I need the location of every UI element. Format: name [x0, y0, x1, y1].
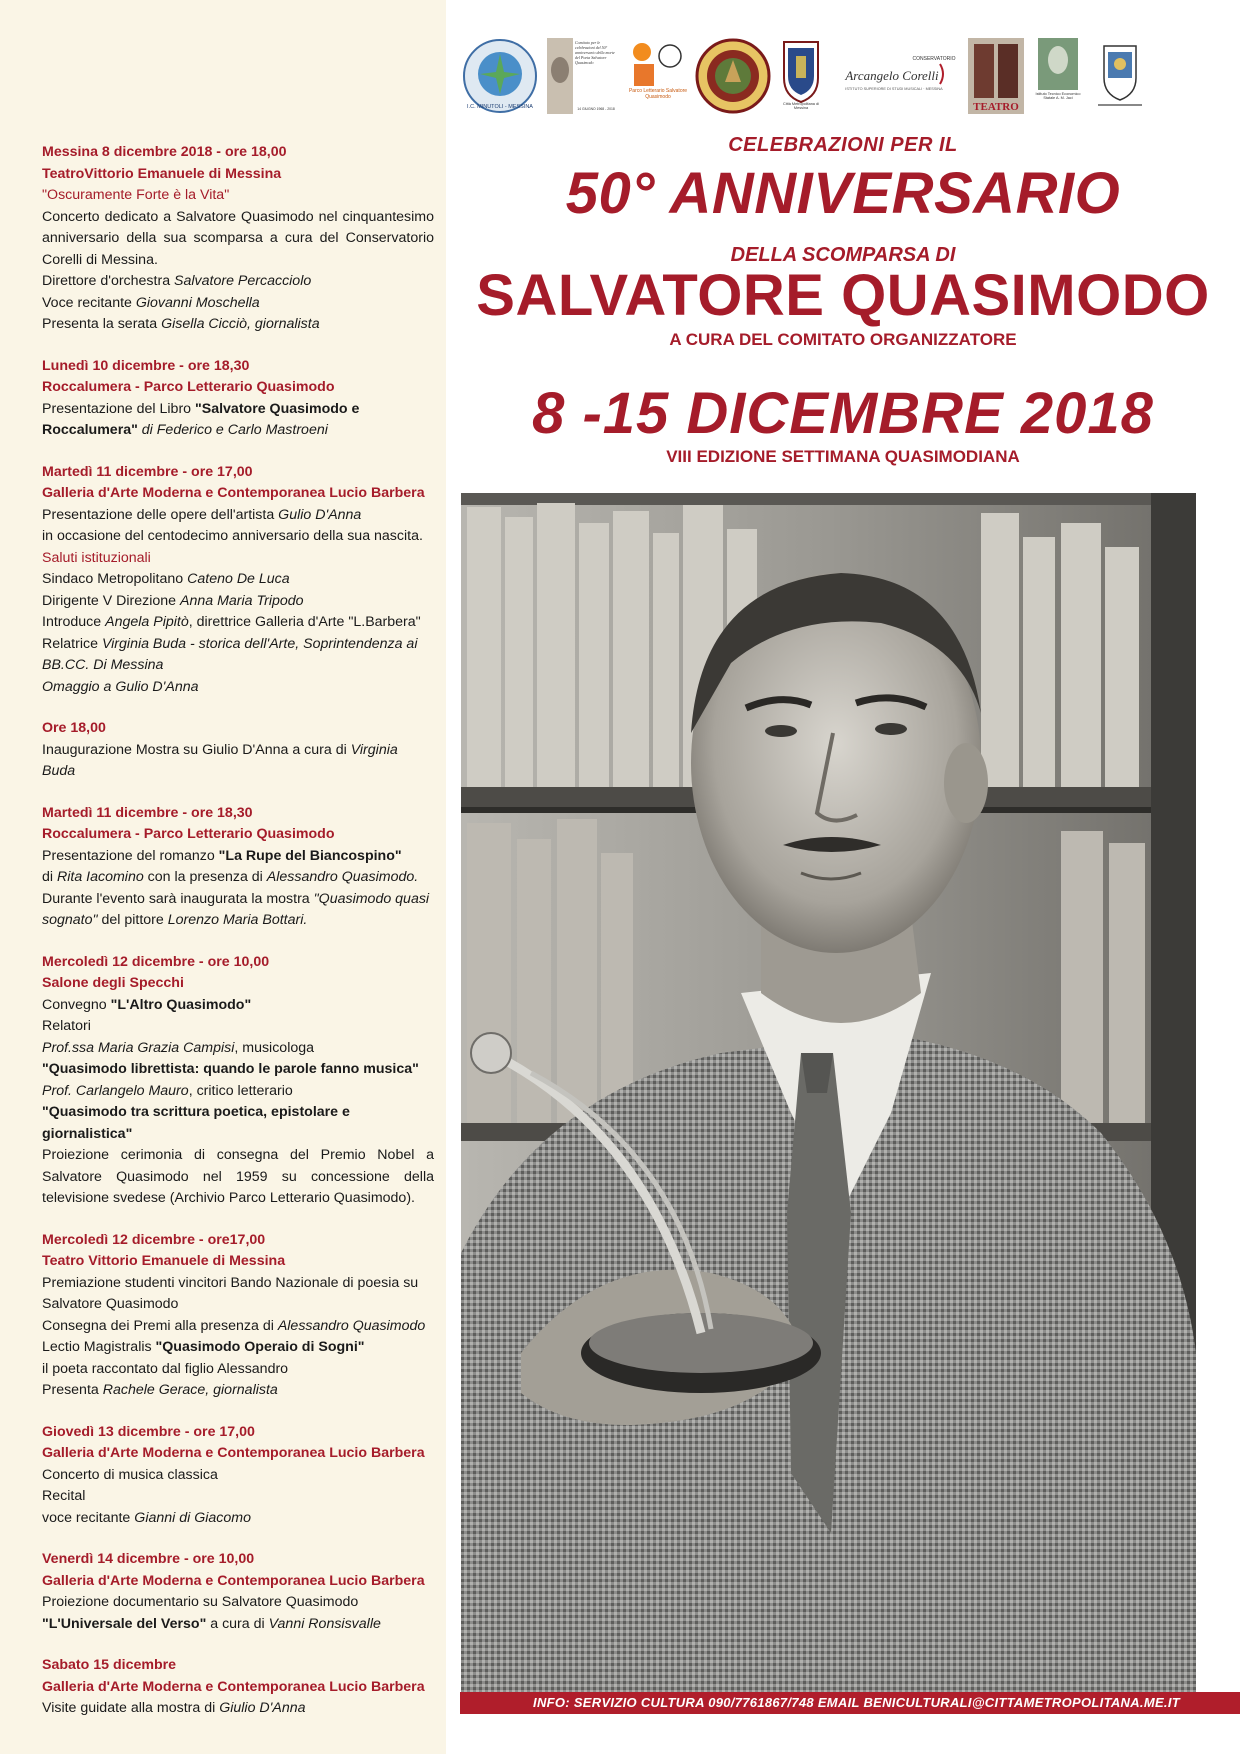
event-venue: TeatroVittorio Emanuele di Messina — [42, 165, 282, 182]
event-line: Convegno "L'Altro Quasimodo" — [42, 996, 252, 1013]
comune-seal-logo — [1092, 38, 1148, 114]
header-dates: 8 -15 DICEMBRE 2018 — [532, 381, 1154, 446]
header-committee: A CURA DEL COMITATO ORGANIZZATORE — [669, 330, 1017, 349]
event-2 — [42, 356, 434, 442]
event-line: "Quasimodo tra scrittura poetica, epistolare e giornalistica" — [42, 1104, 350, 1142]
event-date: Martedì 11 dicembre - ore 18,30 — [42, 804, 253, 821]
event-line: Premiazione studenti vincitori Bando Nazionale di poesia su Salvatore Quasimodo — [42, 1274, 419, 1312]
event-10 — [42, 1655, 434, 1720]
event-line: il poeta raccontato dal figlio Alessandro — [42, 1360, 289, 1377]
event-venue: Salone degli Specchi — [42, 975, 184, 991]
logo1-text: I.C. MINUTOLI - MESSINA — [467, 104, 533, 110]
event-venue: Roccalumera - Parco Letterario Quasimodo — [42, 826, 335, 842]
event-line: Prof.ssa Maria Grazia Campisi, musicologa — [42, 1039, 315, 1056]
conservatorio-corelli-logo — [832, 38, 958, 114]
event-line: Consegna dei Premi alla presenza di Alessandro Quasimodo — [42, 1317, 426, 1334]
event-line: Direttore d'orchestra Salvatore Percacciolo — [42, 273, 312, 289]
event-3 — [42, 462, 434, 699]
event-date: Mercoledì 12 dicembre - ore 10,00 — [42, 953, 270, 970]
event-5 — [42, 803, 434, 932]
header-poet-name: SALVATORE QUASIMODO — [476, 263, 1210, 328]
event-line: Relatrice Virginia Buda - storica dell'Arte, Soprintendenza ai BB.CC. Di Messina — [42, 635, 418, 673]
event-7 — [42, 1230, 434, 1402]
university-seal-logo — [695, 38, 771, 114]
event-venue: Galleria d'Arte Moderna e Contemporanea Lucio Barbera — [42, 1678, 425, 1695]
event-1 — [42, 142, 434, 336]
header-anniversary: 50° ANNIVERSARIO — [565, 161, 1121, 226]
event-date: Mercoledì 12 dicembre - ore17,00 — [42, 1231, 266, 1248]
schedule-column — [0, 0, 446, 1754]
event-line: Saluti istituzionali — [42, 549, 151, 566]
event-date: Venerdì 14 dicembre - ore 10,00 — [42, 1551, 255, 1567]
event-venue: Roccalumera - Parco Letterario Quasimodo — [42, 379, 335, 395]
event-8 — [42, 1422, 434, 1530]
parco-letterario-logo: Parco Letterario Salvatore Quasimodo — [626, 38, 690, 114]
schedule-list — [42, 142, 434, 1740]
event-line: voce recitante Gianni di Giacomo — [42, 1509, 251, 1526]
event-line: Inaugurazione Mostra su Giulio D'Anna a cura di Virginia Buda — [42, 741, 398, 779]
event-line: in occasione del centodecimo anniversario della sua nascita. — [42, 528, 423, 544]
svg-text:14 GIUGNO 1968 - 2018: 14 GIUGNO 1968 - 2018 — [577, 107, 615, 111]
event-venue: Galleria d'Arte Moderna e Contemporanea Lucio Barbera — [42, 1445, 425, 1461]
event-subtitle: "Oscuramente Forte è la Vita" — [42, 187, 230, 203]
event-line: Presenta la serata Gisella Cicciò, giornalista — [42, 316, 320, 332]
event-line: Dirigente V Direzione Anna Maria Tripodo — [42, 592, 304, 609]
event-line: Concerto di musica classica — [42, 1466, 218, 1483]
school-seal-logo — [462, 38, 538, 114]
event-line: "Quasimodo librettista: quando le parole fanno musica" — [42, 1061, 419, 1077]
event-line: Sindaco Metropolitano Cateno De Luca — [42, 571, 290, 587]
event-line: Omaggio a Gulio D'Anna — [42, 678, 199, 695]
event-venue: Galleria d'Arte Moderna e Contemporanea Lucio Barbera — [42, 1572, 425, 1589]
header-line-1: CELEBRAZIONI PER IL — [728, 134, 958, 156]
svg-text:CONSERVATORIO: CONSERVATORIO — [912, 56, 956, 62]
event-line: Presentazione del Libro "Salvatore Quasimodo e Roccalumera" di Federico e Carlo Mastroeni — [42, 400, 360, 438]
event-line: Proiezione cerimonia di consegna del Premio Nobel a Salvatore Quasimodo nel 1959 su concessione della televisione svedese (Archivio Parco Letterario Quasimodo). — [42, 1147, 434, 1206]
event-line: Presenta Rachele Gerace, giornalista — [42, 1382, 278, 1398]
event-line: di Rita Iacomino con la presenza di Alessandro Quasimodo. — [42, 869, 419, 885]
event-line: Proiezione documentario su Salvatore Quasimodo — [42, 1594, 359, 1610]
header-edition: VIII EDIZIONE SETTIMANA QUASIMODIANA — [666, 447, 1020, 466]
svg-text:ISTITUTO SUPERIORE DI STUDI MU: ISTITUTO SUPERIORE DI STUDI MUSICALI · MESSINA — [845, 87, 943, 91]
event-line: Introduce Angela Pipitò, direttrice Galleria d'Arte "L.Barbera" — [42, 614, 421, 630]
header-line-3: DELLA SCOMPARSA DI — [730, 244, 956, 266]
event-date: Lunedì 10 dicembre - ore 18,30 — [42, 357, 250, 374]
event-line: Presentazione delle opere dell'artista Gulio D'Anna — [42, 506, 362, 523]
istituto-jaci-logo: Istituto Tecnico Economico Statale A. M. Jaci — [1034, 38, 1082, 114]
footer-info: INFO: SERVIZIO CULTURA 090/7761867/748 EMAIL BENICULTURALI@CITTAMETROPOLITANA.ME.IT — [533, 1695, 1180, 1710]
event-date: Sabato 15 dicembre — [42, 1657, 177, 1673]
portrait-illustration — [461, 493, 1196, 1693]
event-9 — [42, 1549, 434, 1635]
event-venue: Teatro Vittorio Emanuele di Messina — [42, 1253, 286, 1269]
event-line: Recital — [42, 1488, 86, 1504]
event-line: Prof. Carlangelo Mauro, critico letterario — [42, 1082, 293, 1099]
event-line: Durante l'evento sarà inaugurata la mostra "Quasimodo quasi sognato" del pittore Lorenzo Maria Bottari. — [42, 890, 430, 928]
committee-logo: Comitato per le celebrazioni del 50° anniversario della morte del Poeta Salvatore Quasimodo 14 GIUGNO 1968 - 2018 — [547, 38, 617, 114]
event-date: Messina 8 dicembre 2018 - ore 18,00 — [42, 144, 287, 160]
event-line: Concerto dedicato a Salvatore Quasimodo nel cinquantesimo anniversario della sua scomparsa a cura del Conservatorio Corelli di Messina. — [42, 208, 434, 268]
event-line: Voce recitante Giovanni Moschella — [42, 294, 260, 311]
sponsor-logos — [460, 38, 1200, 118]
event-line: Lectio Magistralis "Quasimodo Operaio di Sogni" — [42, 1339, 365, 1355]
svg-text:Arcangelo Corelli: Arcangelo Corelli — [845, 68, 939, 83]
event-4 — [42, 718, 434, 783]
event-line: Relatori — [42, 1018, 91, 1034]
teatro-logo — [968, 38, 1024, 114]
event-date: Giovedì 13 dicembre - ore 17,00 — [42, 1423, 255, 1440]
svg-text:TEATRO: TEATRO — [973, 101, 1019, 113]
event-line: Visite guidate alla mostra di Giulio D'Anna — [42, 1700, 306, 1716]
event-date: Martedì 11 dicembre - ore 17,00 — [42, 463, 253, 480]
portrait-photo — [461, 493, 1196, 1693]
event-line: Presentazione del romanzo "La Rupe del Biancospino" — [42, 847, 402, 864]
event-venue: Galleria d'Arte Moderna e Contemporanea Lucio Barbera — [42, 485, 425, 501]
citta-metropolitana-logo: Città Metropolitana di Messina — [778, 38, 824, 114]
event-line: "L'Universale del Verso" a cura di Vanni Ronsisvalle — [42, 1615, 381, 1632]
event-6 — [42, 952, 434, 1210]
event-date: Ore 18,00 — [42, 720, 106, 736]
